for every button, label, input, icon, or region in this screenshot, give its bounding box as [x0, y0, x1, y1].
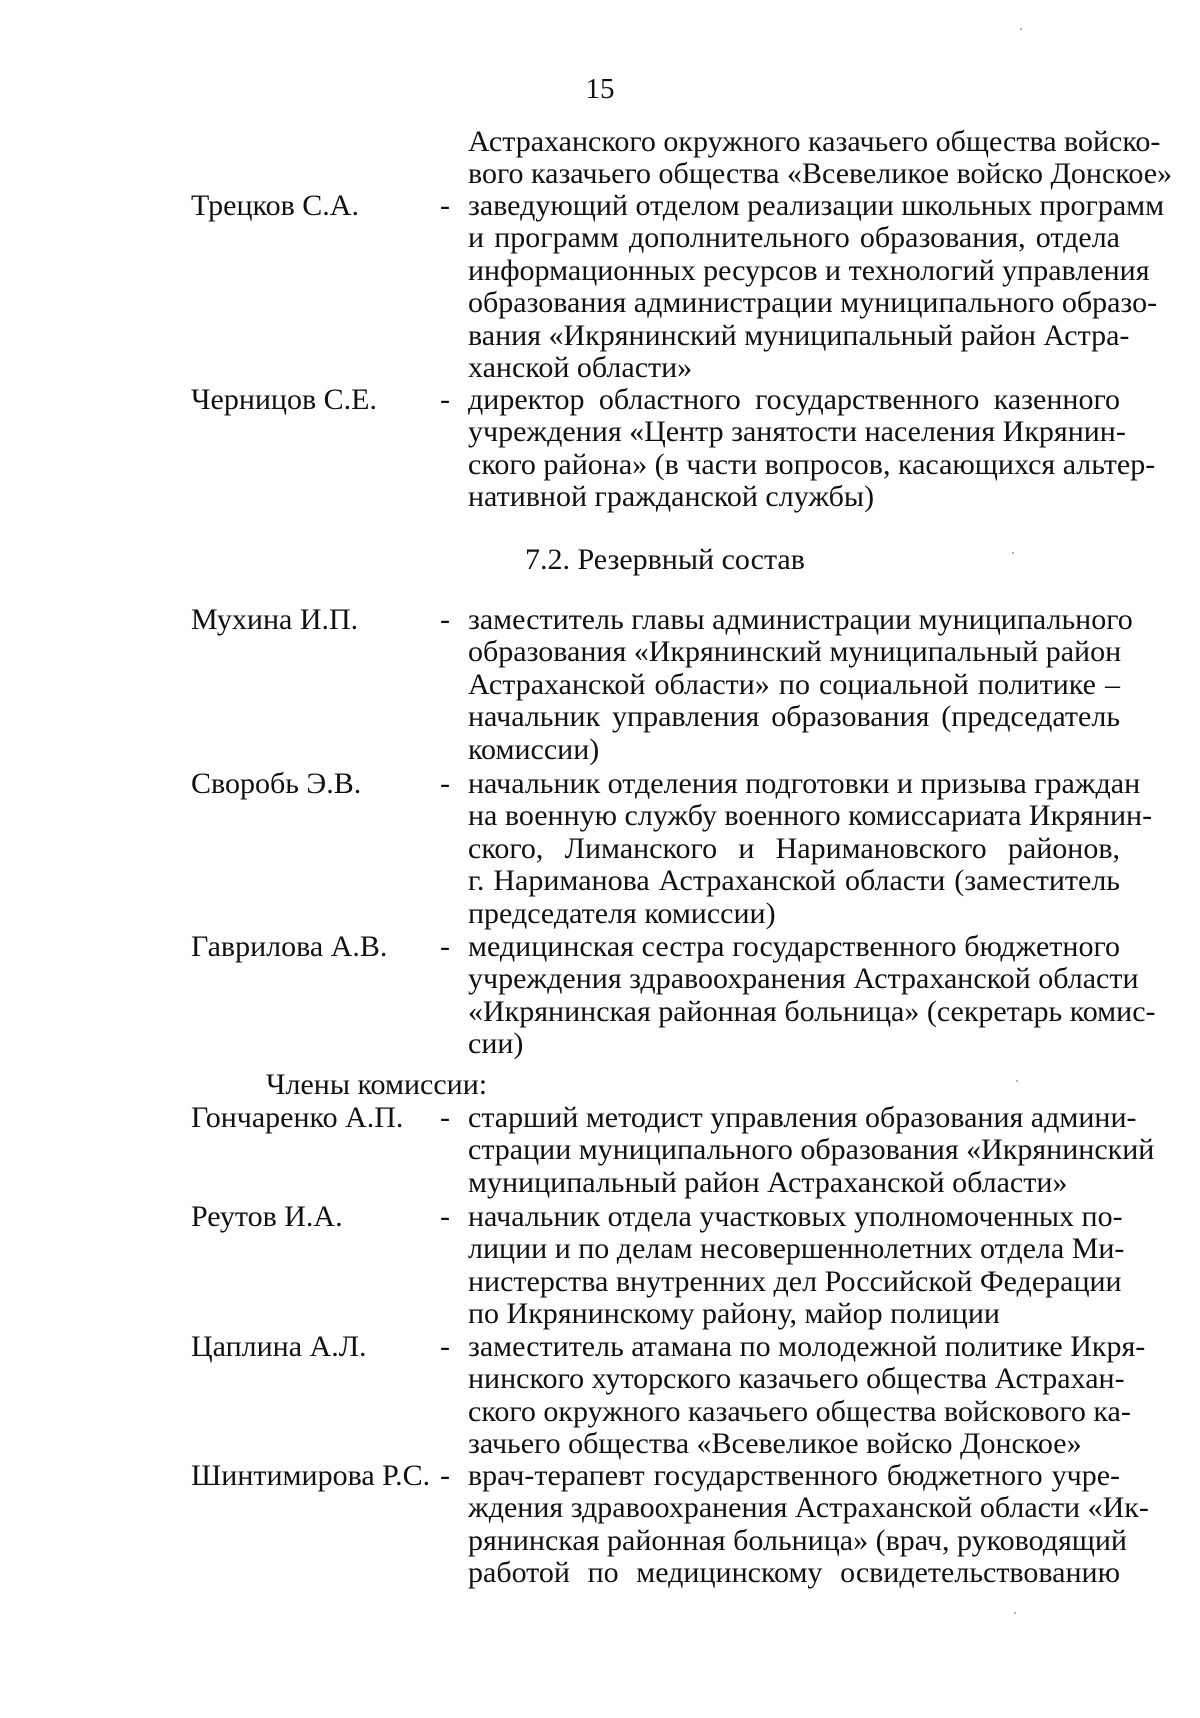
dash-separator: - [440, 767, 450, 800]
text-line: заместитель главы администрации муниципального [468, 603, 1133, 636]
text-line: заместитель атамана по молодежной политике Икря- [468, 1330, 1146, 1363]
member-position [468, 1330, 1146, 1461]
text-line: информационных ресурсов и технологий управления [468, 253, 1150, 287]
text-line: вого казачьего общества «Всевеликое войско Донское» [468, 157, 1173, 191]
dash-separator: - [440, 1330, 450, 1363]
text-line: учреждения здравоохранения Астраханской области [468, 962, 1139, 996]
text-line: «Икрянинская районная больница» (секретарь комис- [468, 994, 1156, 1028]
dash-separator: - [440, 1101, 450, 1134]
text-line: медицинская сестра государственного бюджетного [468, 930, 1120, 963]
text-line: заведующий отделом реализации школьных программ [468, 189, 1165, 222]
text-line: председателя комиссии) [468, 896, 776, 930]
text-line: комиссии) [468, 732, 600, 766]
text-line: сии) [468, 1027, 524, 1061]
member-name: Своробь Э.В. [191, 767, 362, 800]
scan-speck [1020, 28, 1022, 30]
scan-speck [1012, 552, 1014, 554]
text-line: по Икрянинскому району, майор полиции [468, 1297, 1000, 1331]
dash-separator: - [440, 189, 450, 222]
member-position [468, 1101, 1155, 1199]
text-line: ждения здравоохранения Астраханской области «Ик- [468, 1491, 1149, 1525]
text-line: ского района» (в части вопросов, касающихся альтер- [468, 447, 1156, 481]
member-position [468, 1200, 1125, 1331]
continuation-text [468, 125, 1173, 191]
dash-separator: - [440, 1200, 450, 1233]
text-line: образования «Икрянинский муниципальный район [468, 635, 1122, 669]
text-line: начальник управления образования (председатель [468, 700, 1120, 734]
text-line: вания «Икрянинский муниципальный район Астра- [468, 318, 1130, 352]
member-name: Гончаренко А.П. [191, 1101, 404, 1134]
member-name: Черницов С.Е. [191, 383, 377, 416]
text-line: старший методист управления образования админи- [468, 1101, 1137, 1134]
text-line: страции муниципального образования «Икрянинский [468, 1133, 1155, 1167]
text-line: учреждения «Центр занятости населения Икрянин- [468, 415, 1126, 449]
member-name: Шинтимирова Р.С. [191, 1459, 431, 1492]
text-line: нистерства внутренних дел Российской Федерации [468, 1264, 1122, 1298]
text-line: рянинская районная больница» (врач, руководящий [468, 1523, 1127, 1557]
member-name: Гаврилова А.В. [191, 930, 388, 963]
text-line: и программ дополнительного образования, отдела [468, 221, 1120, 255]
member-name: Реутов И.А. [191, 1200, 343, 1233]
text-line: ского окружного казачьего общества войскового ка- [468, 1394, 1131, 1428]
member-position [468, 1459, 1149, 1590]
text-line: нативной гражданской службы) [468, 480, 875, 514]
section-heading: 7.2. Резервный состав [525, 543, 805, 576]
text-line: ского, Лиманского и Наримановского районов, [468, 831, 1120, 865]
members-heading: Члены комиссии: [266, 1068, 488, 1101]
text-line: лиции и по делам несовершеннолетних отдела Ми- [468, 1232, 1125, 1266]
text-line: Астраханской области» по социальной политике – [468, 667, 1120, 701]
member-name: Цаплина А.Л. [191, 1330, 367, 1363]
text-line: врач-терапевт государственного бюджетного учре- [468, 1459, 1120, 1492]
text-line: начальник отдела участковых уполномоченных по- [468, 1200, 1123, 1233]
text-line: г. Нариманова Астраханской области (заместитель [468, 864, 1120, 898]
scan-speck [1014, 1612, 1016, 1614]
text-line: образования администрации муниципального образо- [468, 286, 1158, 320]
page-number: 15 [585, 73, 615, 105]
text-line: работой по медицинскому освидетельствованию [468, 1556, 1120, 1590]
member-position [468, 767, 1153, 930]
text-line: нинского хуторского казачьего общества Астрахан- [468, 1362, 1125, 1396]
text-line: муниципальный район Астраханской области» [468, 1165, 1068, 1199]
text-line: начальник отделения подготовки и призыва граждан [468, 767, 1141, 800]
scan-speck [1016, 1080, 1018, 1082]
text-line: Астраханского окружного казачьего общества войско- [468, 125, 1161, 158]
member-position [468, 930, 1156, 1061]
member-position [468, 603, 1133, 766]
text-line: директор областного государственного казенного [468, 383, 1120, 416]
text-line: ханской области» [468, 351, 693, 385]
text-line: зачьего общества «Всевеликое войско Донское» [468, 1427, 1082, 1461]
member-position [468, 383, 1156, 514]
member-position [468, 189, 1165, 385]
dash-separator: - [440, 383, 450, 416]
dash-separator: - [440, 1459, 450, 1492]
member-name: Трецков С.А. [191, 189, 359, 222]
text-line: на военную службу военного комиссариата Икрянин- [468, 799, 1153, 833]
member-name: Мухина И.П. [191, 603, 359, 636]
dash-separator: - [440, 603, 450, 636]
dash-separator: - [440, 930, 450, 963]
